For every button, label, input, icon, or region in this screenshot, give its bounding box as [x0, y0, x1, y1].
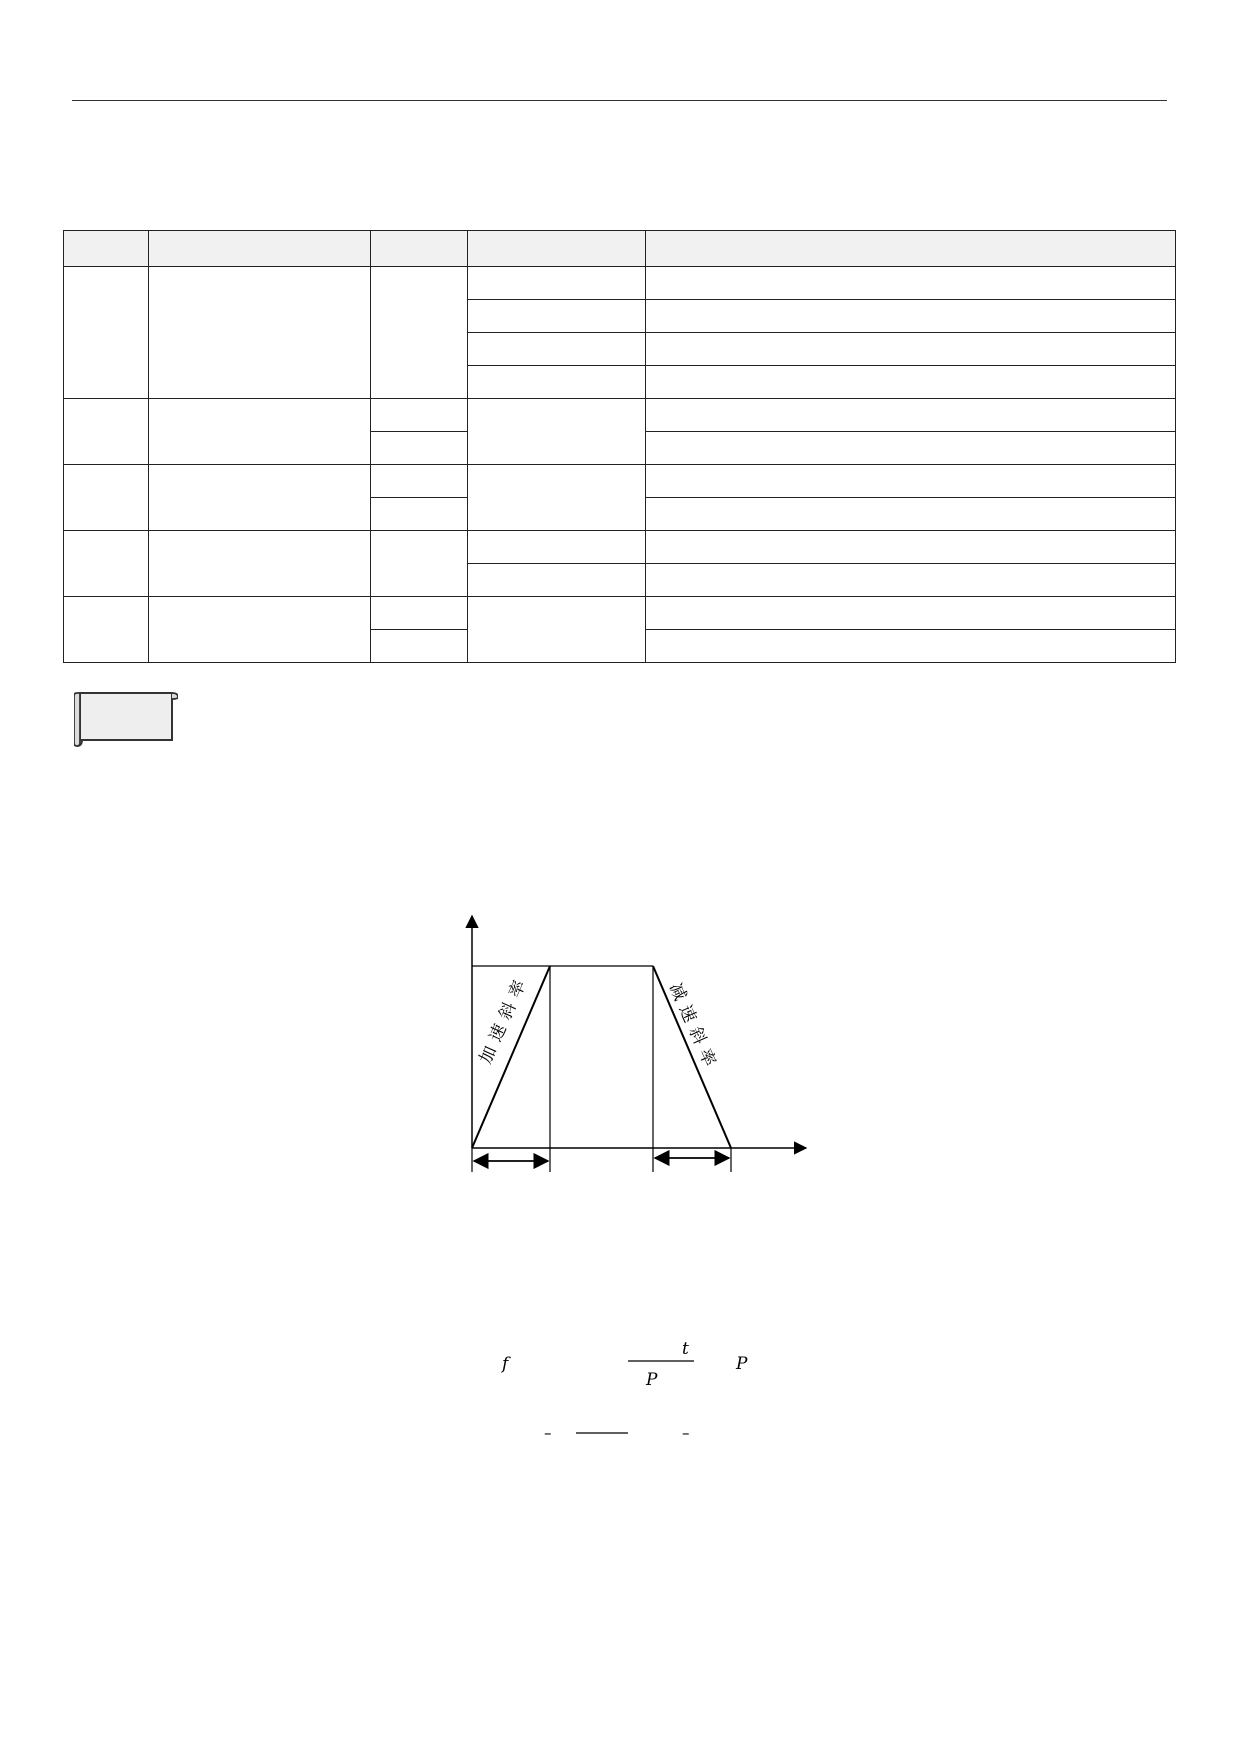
table-cell — [64, 597, 149, 663]
table-cell — [646, 498, 1176, 531]
note-scroll-icon — [74, 688, 178, 748]
table-cell — [149, 267, 371, 399]
table-cell — [371, 432, 468, 465]
header-rule — [72, 100, 1167, 101]
accel-label-char: 率 — [505, 977, 531, 1002]
header-cell-1 — [64, 231, 149, 267]
table-row — [64, 399, 1176, 432]
ramp-diagram — [420, 900, 820, 1180]
table-header-row — [64, 231, 1176, 267]
header-cell-4 — [468, 231, 646, 267]
parameter-table — [63, 230, 1176, 663]
formula-p-denominator: P — [646, 1370, 658, 1390]
formula — [480, 1330, 800, 1450]
table-cell — [646, 531, 1176, 564]
table-cell — [468, 531, 646, 564]
table-row — [64, 597, 1176, 630]
table-cell — [468, 597, 646, 663]
table-cell — [646, 267, 1176, 300]
formula-f: f — [502, 1354, 509, 1374]
formula-p-right: P — [736, 1354, 748, 1374]
table-row — [64, 531, 1176, 564]
table-cell — [64, 465, 149, 531]
table-cell — [64, 399, 149, 465]
table-cell — [468, 267, 646, 300]
table-cell — [64, 531, 149, 597]
table-cell — [468, 333, 646, 366]
table-cell — [646, 300, 1176, 333]
table-cell — [371, 465, 468, 498]
table-cell — [468, 366, 646, 399]
table-cell — [646, 366, 1176, 399]
table-cell — [646, 465, 1176, 498]
table-cell — [371, 399, 468, 432]
formula-t: t — [682, 1339, 689, 1359]
table-cell — [149, 465, 371, 531]
decel-label-char: 速 — [674, 1002, 700, 1026]
formula-minus-left: – — [544, 1424, 552, 1442]
decel-label-char: 率 — [694, 1045, 720, 1070]
table-row — [64, 465, 1176, 498]
table-cell — [371, 630, 468, 663]
table-cell — [646, 432, 1176, 465]
decel-label-char: 斜 — [684, 1023, 710, 1048]
table-cell — [468, 399, 646, 465]
accel-label-char: 速 — [485, 1021, 511, 1045]
header-cell-3 — [371, 231, 468, 267]
decel-label-char: 减 — [664, 980, 691, 1004]
table-cell — [646, 564, 1176, 597]
accel-label-char: 加 — [475, 1043, 502, 1067]
table-cell — [646, 399, 1176, 432]
table-cell — [149, 531, 371, 597]
accel-label-char: 斜 — [495, 999, 521, 1023]
table-cell — [468, 465, 646, 531]
formula-minus-right: – — [682, 1424, 690, 1442]
table-cell — [149, 597, 371, 663]
table-cell — [646, 630, 1176, 663]
decel-ramp-line — [653, 966, 731, 1148]
table-cell — [468, 300, 646, 333]
table-cell — [371, 597, 468, 630]
table-cell — [371, 498, 468, 531]
header-cell-5 — [646, 231, 1176, 267]
table-cell — [149, 399, 371, 465]
table-cell — [468, 564, 646, 597]
table-cell — [646, 333, 1176, 366]
table-cell — [646, 597, 1176, 630]
table-row — [64, 267, 1176, 300]
header-cell-2 — [149, 231, 371, 267]
table-cell — [64, 267, 149, 399]
table-cell — [371, 531, 468, 597]
table-cell — [371, 267, 468, 399]
